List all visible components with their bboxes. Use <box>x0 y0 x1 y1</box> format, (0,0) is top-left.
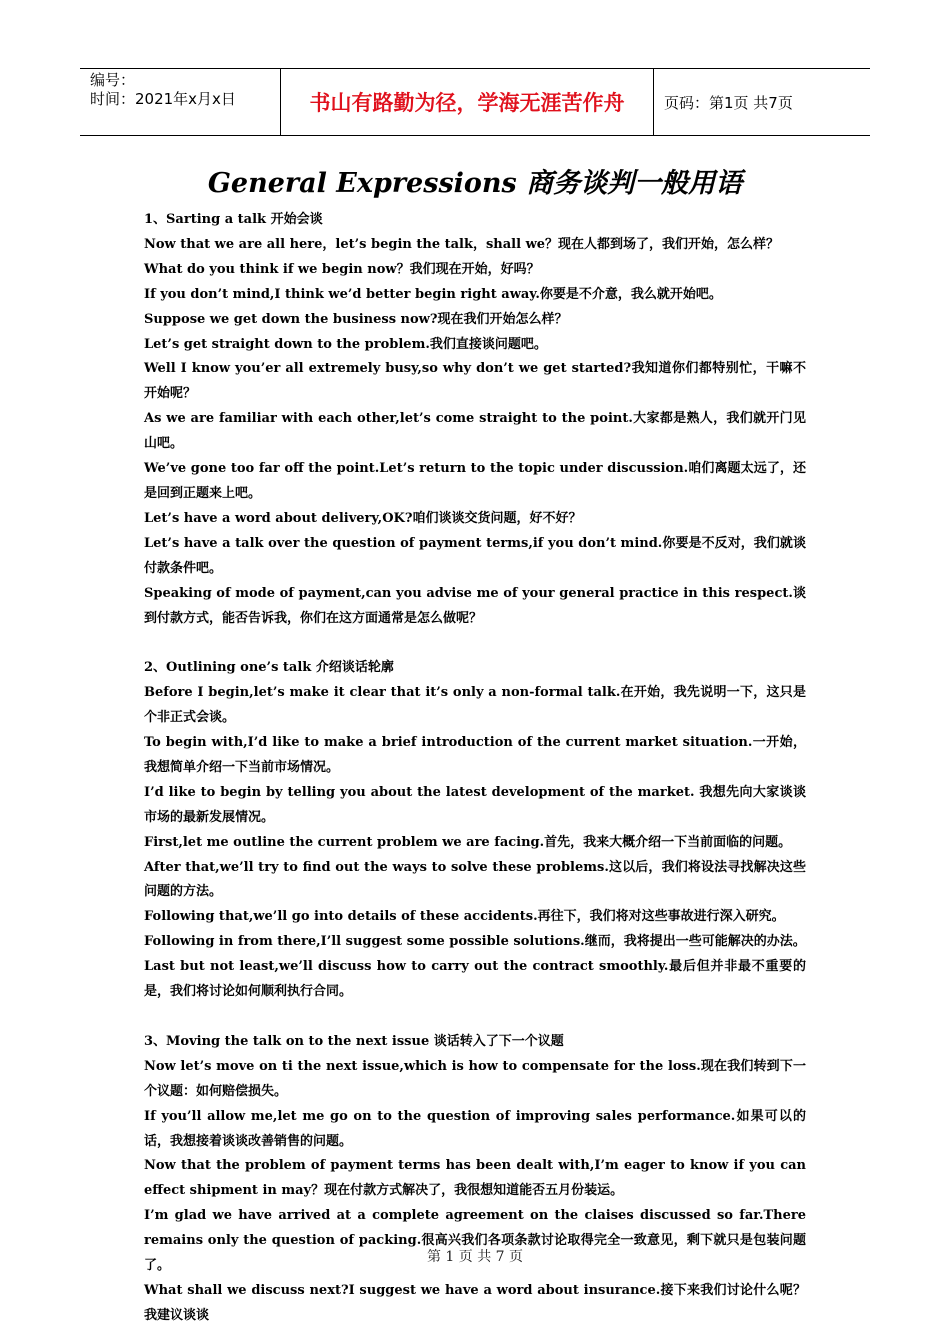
page-footer: 第 1 页 共 7 页 <box>426 1249 524 1265</box>
paragraph: If you’ll allow me,let me go on to the question of improving sales performance.如果可以的话，我想接着谈谈改善销售的问题。 <box>144 1108 806 1149</box>
paragraph: Now that we are all here，let’s begin the talk，shall we？现在人都到场了，我们开始，怎么样？ <box>144 236 780 252</box>
paragraph: Suppose we get down the business now?现在我们开始怎么样？ <box>144 311 568 327</box>
section-heading: 2、Outlining one’s talk 介绍谈话轮廓 <box>144 660 394 676</box>
paragraph: Last but not least,we’ll discuss how to carry out the contract smoothly.最后但并非最不重要的是，我们将讨论如何顺利执行合同。 <box>144 959 806 1000</box>
document-title: General Expressions 商务谈判一般用语 <box>207 168 743 199</box>
motto-text: 书山有路勤为径，学海无涯苦作舟 <box>309 91 625 115</box>
paragraph: I’m glad we have arrived at a complete agreement on the claises discussed so far.There remains only the question of packing.很高兴我们各项条款讨论取得完全一致意见，剩下就只是包装问题了。 <box>144 1208 806 1274</box>
paragraph: Following in from there,I’ll suggest some possible solutions.继而，我将提出一些可能解决的办法。 <box>144 934 806 950</box>
paragraph: Let’s have a word about delivery,OK?咱们谈谈交货问题，好不好？ <box>144 510 582 526</box>
paragraph: What shall we discuss next?I suggest we have a word about insurance.接下来我们讨论什么呢？我建议谈谈 <box>144 1282 806 1323</box>
paragraph: Well I know you’er all extremely busy,so why don’t we get started?我知道你们都特别忙，干嘛不开始呢？ <box>144 361 806 402</box>
document-body <box>144 208 806 1329</box>
number-label: 编号： <box>90 71 136 89</box>
section-heading: 1、Sarting a talk 开始会谈 <box>144 212 323 227</box>
paragraph: Now let’s move on ti the next issue,which is how to compensate for the loss.现在我们转到下一个议题：如何赔偿损失。 <box>144 1058 806 1099</box>
time-label: 时间：2021年x月x日 <box>90 90 236 108</box>
header-meta-cell <box>80 69 281 135</box>
page-info-text: 页码：第1页 共7页 <box>664 93 793 112</box>
paragraph: If you don’t mind,I think we’d better begin right away.你要是不介意，我么就开始吧。 <box>144 286 722 302</box>
motto-cell <box>281 69 654 135</box>
paragraph: We’ve gone too far off the point.Let’s return to the topic under discussion.咱们离题太远了，还是回到正题来上吧。 <box>144 461 806 501</box>
paragraph: As we are familiar with each other,let’s come straight to the point.大家都是熟人，我们就开门见山吧。 <box>144 411 806 452</box>
paragraph: First,let me outline the current problem we are facing.首先，我来大概介绍一下当前面临的问题。 <box>144 834 792 850</box>
page-info-cell <box>654 69 870 135</box>
paragraph: I’d like to begin by telling you about the latest development of the market. 我想先向大家谈谈市场的最新发展情况。 <box>144 784 806 825</box>
paragraph: To begin with,I’d like to make a brief introduction of the current market situation.一开始，我想简单介绍一下当前市场情况。 <box>144 735 806 775</box>
paragraph: What do you think if we begin now？我们现在开始，好吗？ <box>144 261 540 277</box>
section-spacer <box>144 1005 806 1030</box>
paragraph: Before I begin,let’s make it clear that it’s only a non-formal talk.在开始，我先说明一下，这只是个非正式会谈。 <box>144 685 806 726</box>
paragraph: Now that the problem of payment terms has been dealt with,I’m eager to know if you can effect shipment in may？现在付款方式解决了，我很想知道能否五月份装运。 <box>144 1158 806 1199</box>
section-heading: 3、Moving the talk on to the next issue 谈话转入了下一个议题 <box>144 1033 564 1049</box>
paragraph: After that,we’ll try to find out the ways to solve these problems.这以后，我们将设法寻找解决这些问题的方法。 <box>144 859 806 900</box>
paragraph: Following that,we’ll go into details of these accidents.再往下，我们将对这些事故进行深入研究。 <box>144 909 785 925</box>
paragraph: Let’s have a talk over the question of payment terms,if you don’t mind.你要是不反对，我们就谈付款条件吧。 <box>144 535 806 576</box>
paragraph: Speaking of mode of payment,can you advise me of your general practice in this respect.谈到付款方式，能否告诉我，你们在这方面通常是怎么做呢？ <box>144 585 806 626</box>
section-spacer <box>144 631 806 656</box>
paragraph: Let’s get straight down to the problem.我们直接谈问题吧。 <box>144 336 547 352</box>
header-table <box>80 68 870 136</box>
